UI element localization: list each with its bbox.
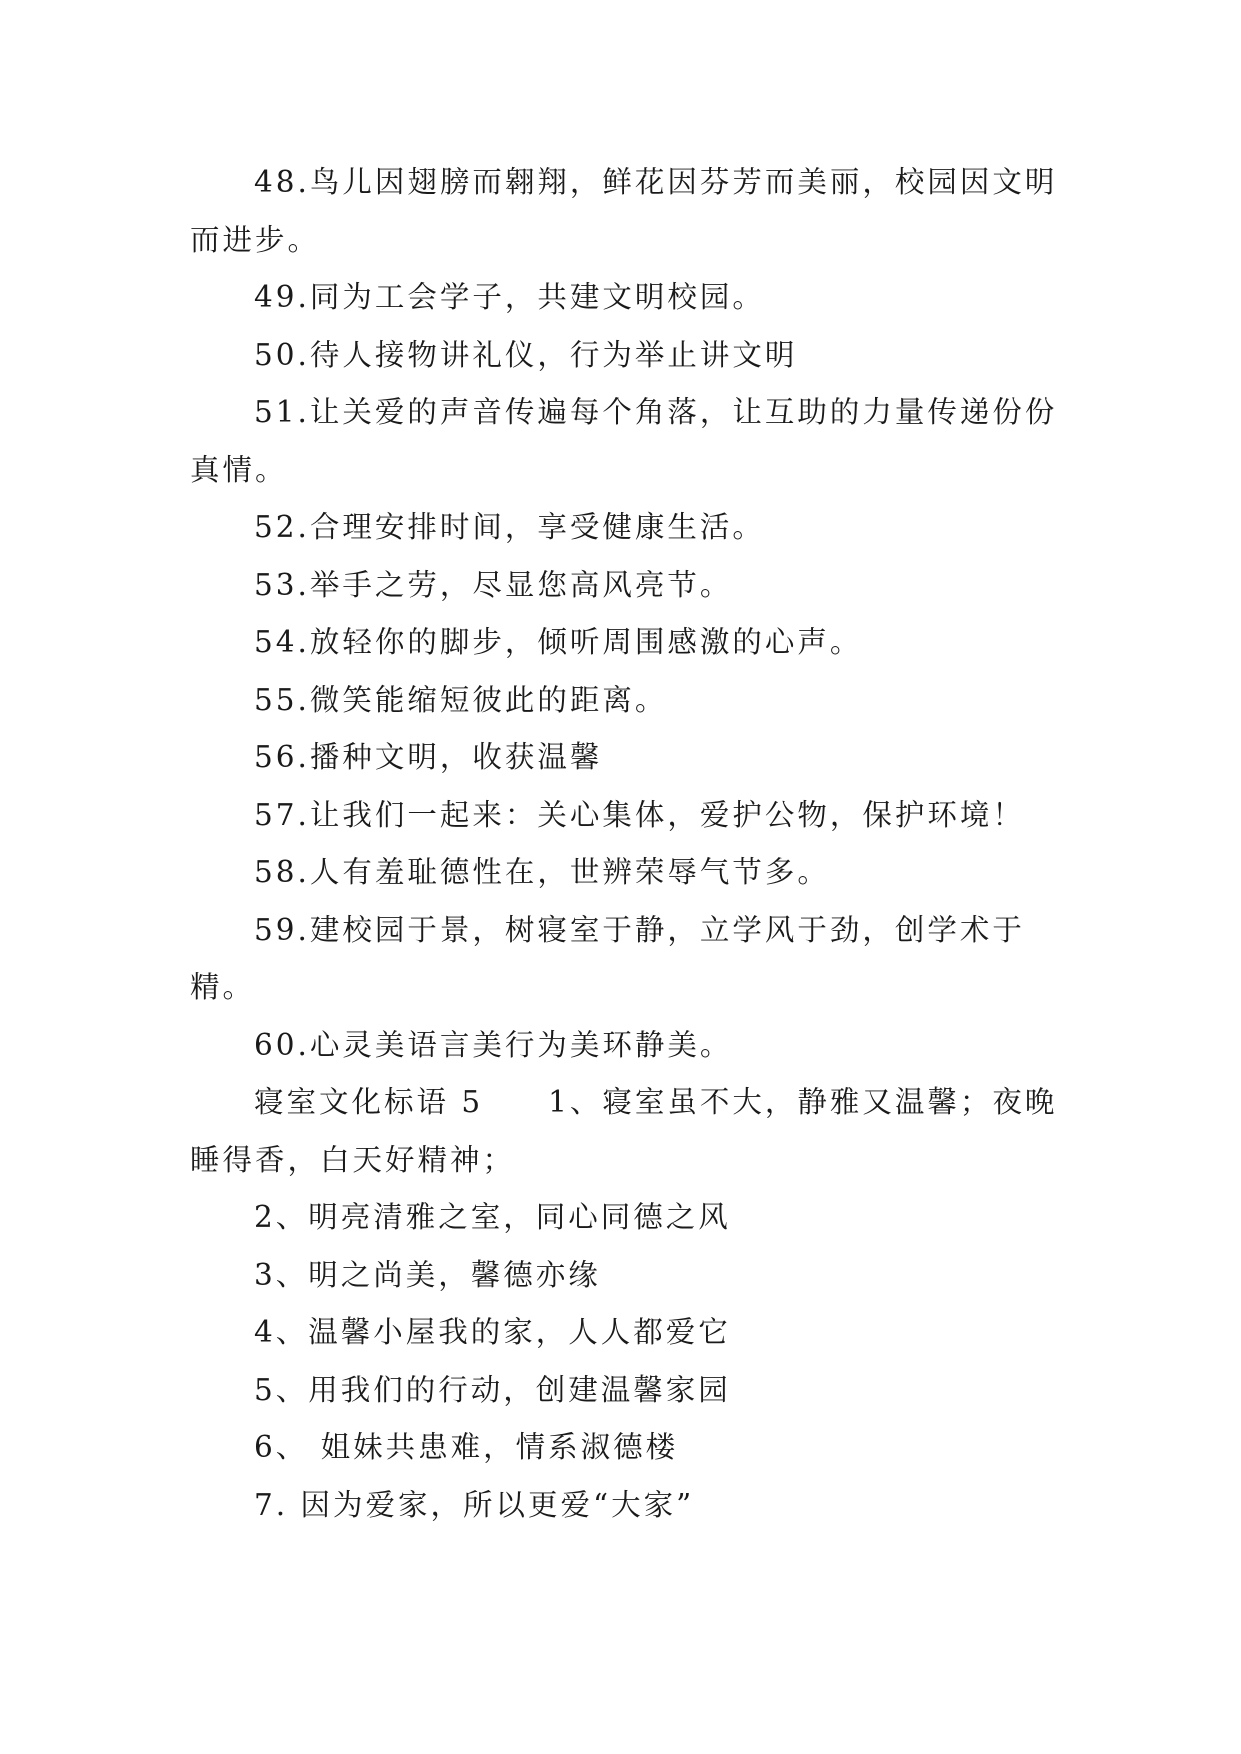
paragraph-60: 60.心灵美语言美行为美环静美。 bbox=[254, 1027, 733, 1062]
paragraph-55: 55.微笑能缩短彼此的距离。 bbox=[254, 682, 668, 717]
paragraph-53: 53.举手之劳，尽显您高风亮节。 bbox=[254, 567, 733, 602]
slogan-item-2: 2、明亮清雅之室，同心同德之风 bbox=[254, 1200, 731, 1234]
paragraph-50: 50.待人接物讲礼仪，行为举止讲文明 bbox=[254, 337, 798, 372]
slogan-item-6: 6、 姐妹共患难，情系淑德楼 bbox=[254, 1430, 679, 1464]
section-heading-dorm-slogans: 寝室文化标语 5 1、寝室虽不大，静雅又温馨；夜晚睡得香，白天好精神； bbox=[190, 1085, 1058, 1177]
paragraph-54: 54.放轻你的脚步，倾听周围感激的心声。 bbox=[254, 625, 863, 659]
paragraph-58: 58.人有羞耻德性在，世辨荣辱气节多。 bbox=[254, 855, 830, 889]
paragraph-49: 49.同为工会学子，共建文明校园。 bbox=[254, 280, 765, 314]
paragraph-57: 57.让我们一起来：关心集体，爱护公物，保护环境！ bbox=[254, 797, 1025, 832]
document-body bbox=[190, 154, 1060, 1534]
slogan-item-4: 4、温馨小屋我的家，人人都爱它 bbox=[254, 1315, 731, 1349]
paragraph-56: 56.播种文明，收获温馨 bbox=[254, 740, 603, 774]
paragraph-59: 59.建校园于景，树寝室于静，立学风于劲，创学术于精。 bbox=[190, 912, 1025, 1004]
paragraph-51: 51.让关爱的声音传遍每个角落，让互助的力量传递份份真情。 bbox=[190, 395, 1058, 487]
paragraph-48: 48.鸟儿因翅膀而翱翔，鲜花因芬芳而美丽，校园因文明而进步。 bbox=[190, 165, 1058, 257]
slogan-item-3: 3、明之尚美，馨德亦缘 bbox=[254, 1257, 601, 1292]
slogan-item-7: 7. 因为爱家，所以更爱“大家” bbox=[254, 1487, 695, 1522]
paragraph-52: 52.合理安排时间，享受健康生活。 bbox=[254, 510, 765, 544]
slogan-item-5: 5、用我们的行动，创建温馨家园 bbox=[254, 1372, 731, 1407]
